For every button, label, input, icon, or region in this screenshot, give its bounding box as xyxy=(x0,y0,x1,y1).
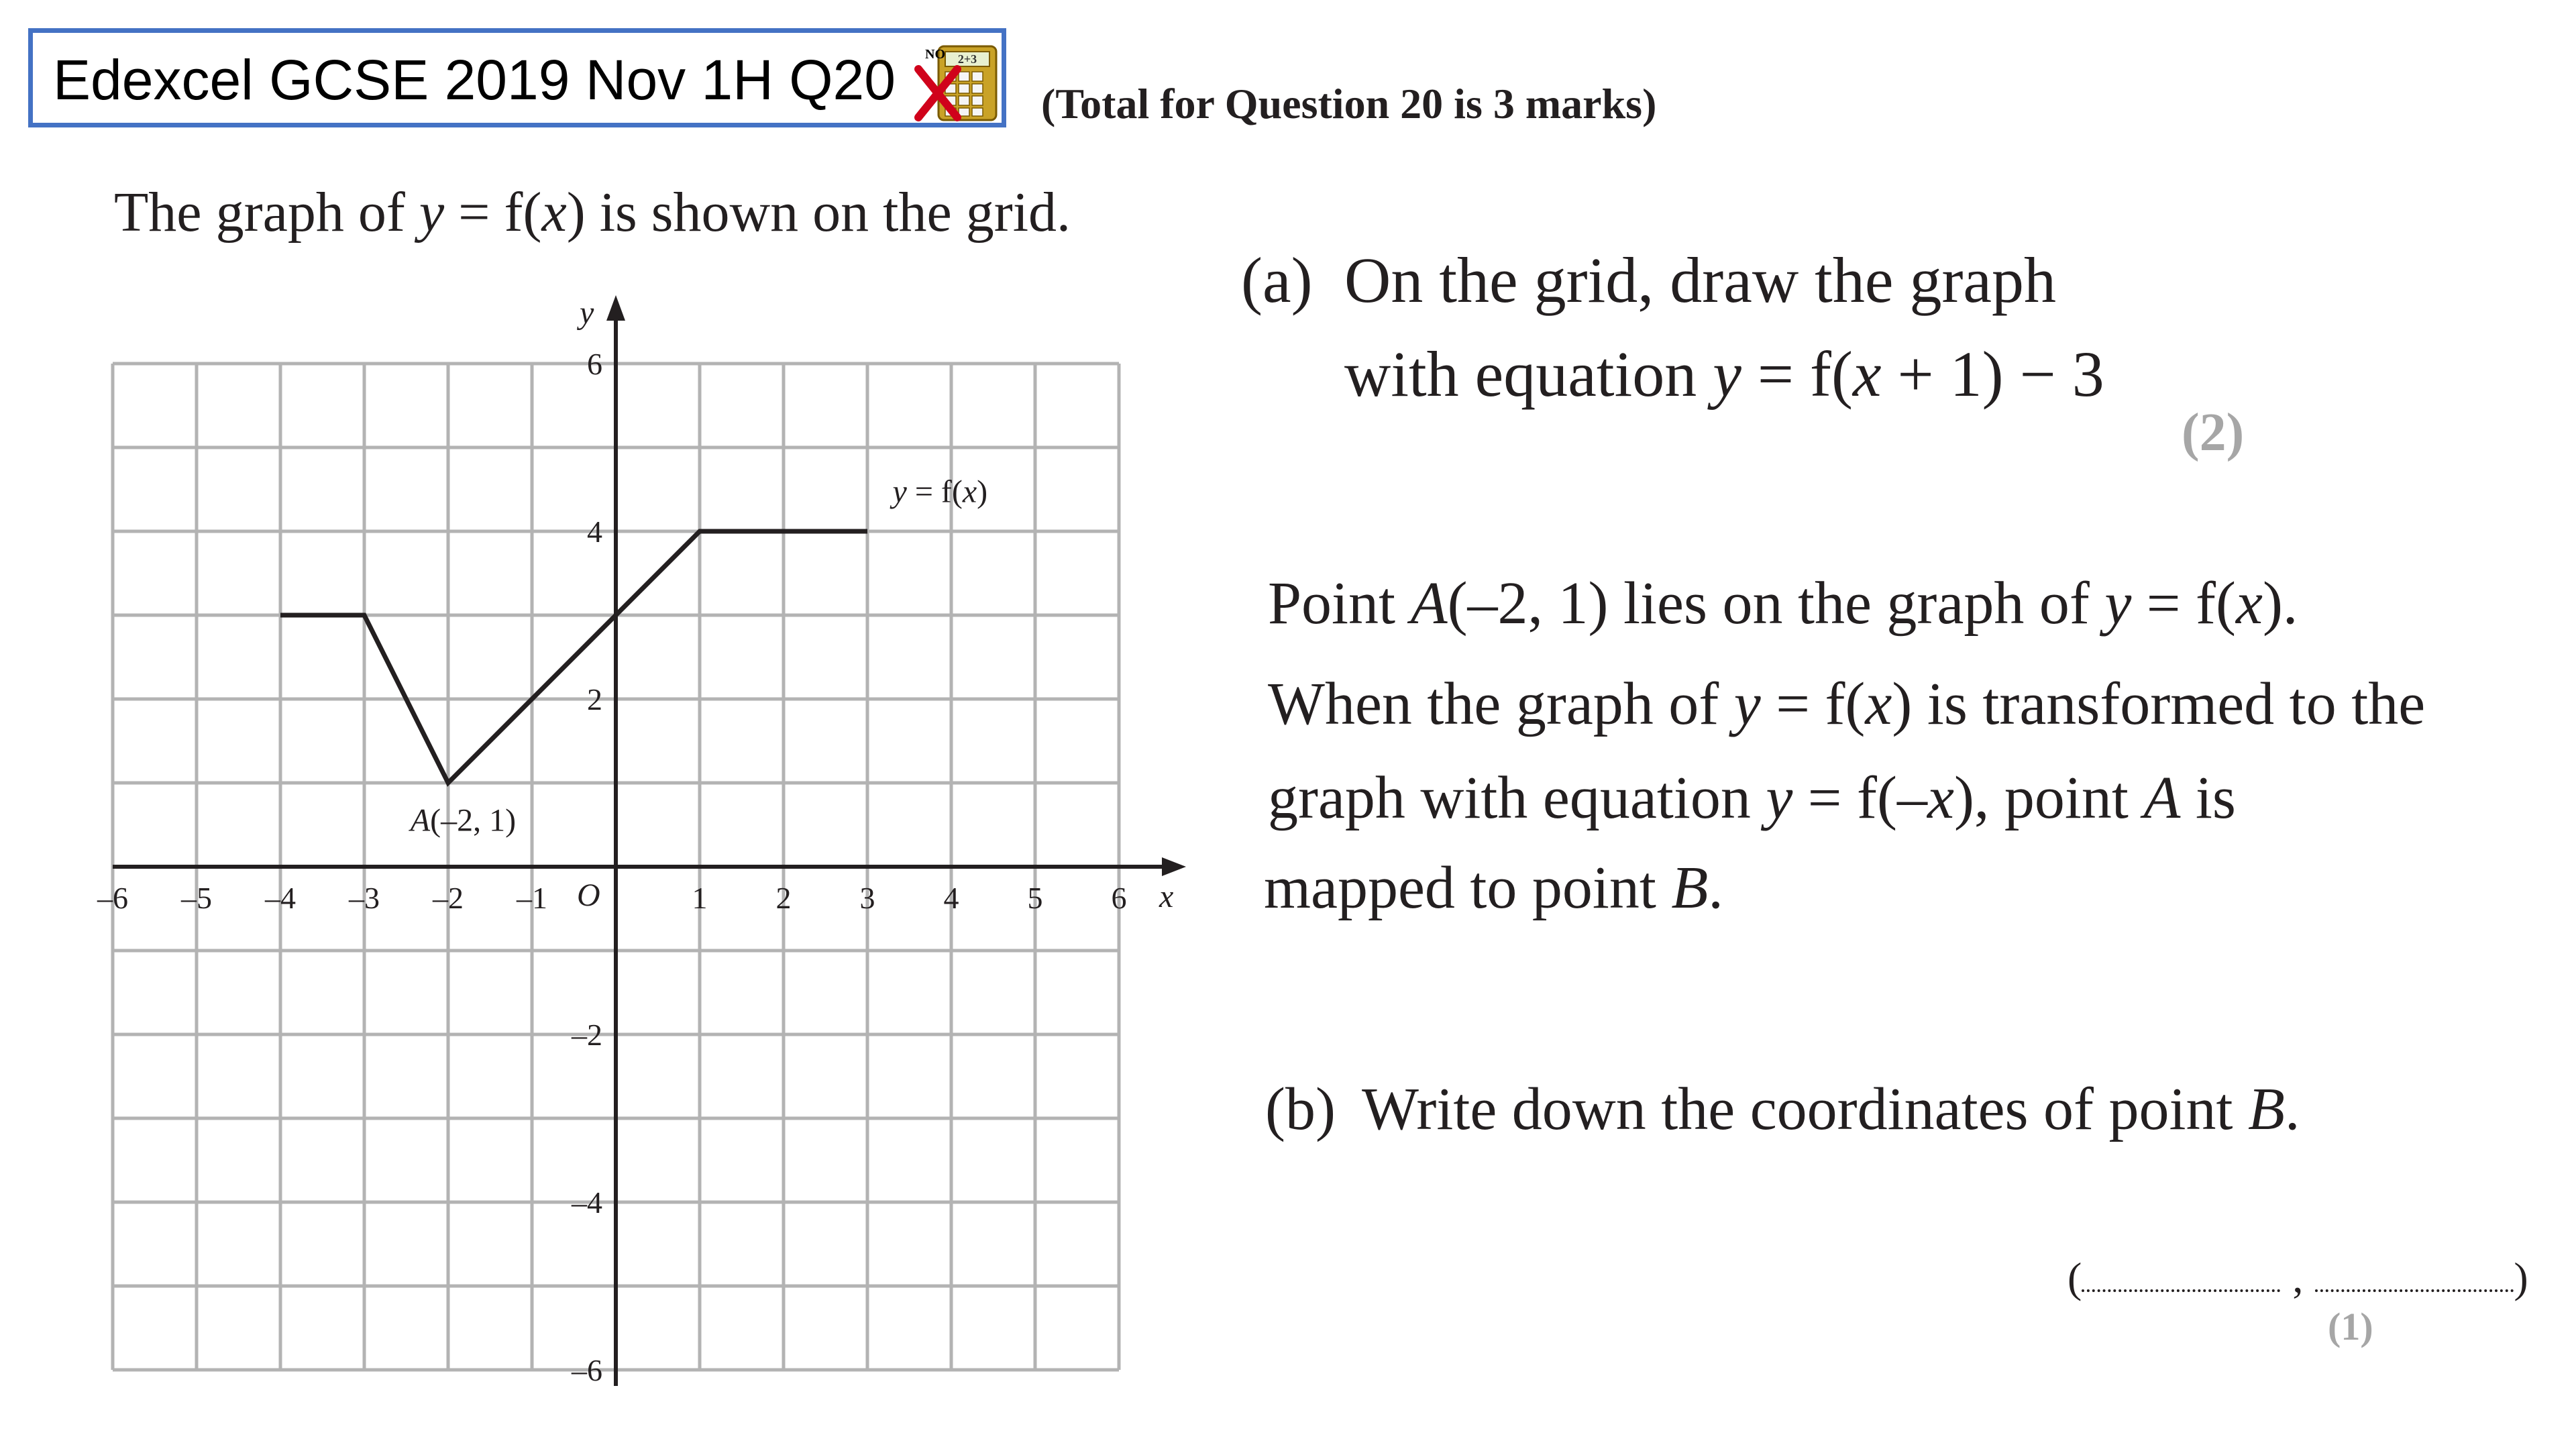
total-marks: (Total for Question 20 is 3 marks) xyxy=(1041,80,1657,127)
graph-labels xyxy=(409,295,1174,914)
x-tick-label: 2 xyxy=(775,881,792,915)
point-text-line1: Point A(–2, 1) lies on the graph of y = f(x). xyxy=(1268,570,2298,637)
x-tick-label: 3 xyxy=(859,881,875,915)
x-tick-label: 6 xyxy=(1111,881,1127,915)
part-a-line2: with equation y = f(x + 1) − 3 xyxy=(1344,338,2104,410)
y-tick-label: –6 xyxy=(572,1353,602,1387)
part-b-label: (b) xyxy=(1265,1076,1336,1142)
origin-label: O xyxy=(577,877,600,913)
part-b-marks: (1) xyxy=(2328,1305,2373,1348)
y-axis-label: y xyxy=(580,295,594,331)
intro-text: The graph of y = f(x) is shown on the grid. xyxy=(114,181,1071,244)
part-b-text: Write down the coordinates of point B. xyxy=(1362,1076,2300,1142)
answer-coordinates: ( , ) xyxy=(2068,1254,2528,1301)
x-axis-label: x xyxy=(1159,879,1174,914)
y-tick-label: 6 xyxy=(587,347,602,381)
point-text-line3: graph with equation y = f(–x), point A is xyxy=(1268,765,2236,831)
y-tick-label: –2 xyxy=(572,1018,602,1052)
point-a-label: A(–2, 1) xyxy=(410,802,517,839)
point-text-line4: mapped to point B. xyxy=(1264,855,1723,921)
calculator-no-label: NO xyxy=(925,47,945,62)
x-tick-label: –1 xyxy=(517,881,547,915)
x-tick-label: –6 xyxy=(97,881,128,915)
x-tick-label: 4 xyxy=(943,881,959,915)
calculator-display-text: 2+3 xyxy=(957,52,977,66)
series xyxy=(280,531,867,783)
answer-x-field[interactable] xyxy=(2082,1257,2280,1292)
y-axis-arrow xyxy=(606,295,625,321)
part-a-label: (a) xyxy=(1241,244,1313,316)
x-tick-label: –2 xyxy=(433,881,464,915)
x-tick-label: –4 xyxy=(265,881,296,915)
part-a-marks: (2) xyxy=(2182,403,2245,462)
y-tick-label: 2 xyxy=(587,682,602,716)
answer-y-field[interactable] xyxy=(2315,1257,2514,1292)
question-title: Edexcel GCSE 2019 Nov 1H Q20 xyxy=(53,48,896,111)
x-tick-label: 1 xyxy=(692,881,708,915)
x-tick-label: 5 xyxy=(1027,881,1043,915)
series-line-f xyxy=(280,531,867,783)
x-axis-arrow xyxy=(1162,857,1186,876)
point-text-line2: When the graph of y = f(x) is transformed to the xyxy=(1268,671,2426,737)
curve-label: y = f(x) xyxy=(892,474,988,510)
part-a-line1: On the grid, draw the graph xyxy=(1344,244,2057,316)
x-tick-label: –3 xyxy=(349,881,380,915)
y-tick-label: –4 xyxy=(572,1185,602,1220)
x-tick-label: –5 xyxy=(181,881,212,915)
y-tick-label: 4 xyxy=(587,515,602,549)
axes xyxy=(113,295,1186,1386)
